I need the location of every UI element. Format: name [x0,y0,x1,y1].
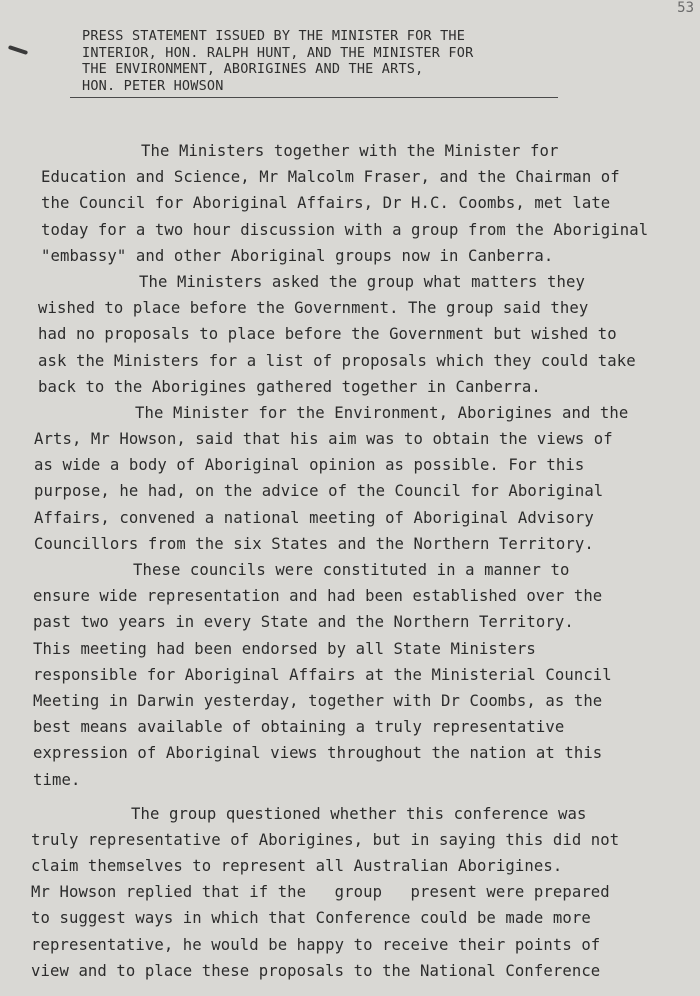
heading-line: INTERIOR, HON. RALPH HUNT, AND THE MINISTER FOR [82,44,474,61]
document-body [0,138,700,984]
text-line: Mr Howson replied that if the group present were prepared [31,883,610,902]
text-line: The Ministers asked the group what matters they [139,272,585,291]
text-line: truly representative of Aborigines, but in saying this did not [31,830,620,849]
text-line: claim themselves to represent all Australian Aborigines. [31,857,563,876]
paragraph-4 [0,557,700,793]
text-line: today for a two hour discussion with a group from the Aboriginal [41,220,649,239]
heading-line: PRESS STATEMENT ISSUED BY THE MINISTER FOR THE [82,28,466,44]
paragraph-gap [0,793,700,801]
text-line: These councils were constituted in a manner to [133,561,570,579]
text-line: This meeting had been endorsed by all State Ministers [33,639,536,658]
text-line: Arts, Mr Howson, said that his aim was to obtain the views of [34,430,613,449]
page-number: 53 [677,0,694,16]
text-line: as wide a body of Aboriginal opinion as possible. For this [34,456,585,475]
text-line: Education and Science, Mr Malcolm Fraser, and the Chairman of [41,168,620,187]
text-line: representative, he would be happy to receive their points of [31,935,601,954]
text-line: The group questioned whether this conference was [131,804,587,823]
text-line: had no proposals to place before the Government but wished to [38,325,617,344]
text-line: Affairs, convened a national meeting of Aboriginal Advisory [34,508,594,527]
paragraph-3 [0,400,700,557]
heading-line: HON. PETER HOWSON [82,77,224,94]
heading-line: THE ENVIRONMENT, ABORIGINES AND THE ARTS, [82,61,424,77]
text-line: The Ministers together with the Minister for [141,142,559,160]
text-line: the Council for Aboriginal Affairs, Dr H.C. Coombs, met late [41,194,611,213]
text-line: Councillors from the six States and the Northern Territory. [34,534,594,553]
text-line: view and to place these proposals to the National Conference [31,961,601,980]
text-line: purpose, he had, on the advice of the Council for Aboriginal [34,482,604,501]
text-line: back to the Aborigines gathered together in Canberra. [38,377,541,396]
text-line: responsible for Aboriginal Affairs at the Ministerial Council [33,665,612,684]
paragraph-5 [0,801,700,984]
paragraph-2 [0,269,700,400]
paragraph-1 [0,138,700,269]
text-line: to suggest ways in which that Conference could be made more [31,909,591,928]
document-heading [82,28,562,94]
text-line: time. [33,770,81,789]
text-line: best means available of obtaining a truly representative [33,718,565,737]
text-line: The Minister for the Environment, Aborigines and the [135,403,629,422]
text-line: past two years in every State and the Northern Territory. [33,613,574,632]
text-line: expression of Aboriginal views throughout the nation at this [33,744,603,763]
text-line: "embassy" and other Aboriginal groups now in Canberra. [41,246,554,265]
heading-underline [70,97,558,98]
margin-mark [8,45,28,55]
text-line: ensure wide representation and had been established over the [33,587,603,606]
text-line: Meeting in Darwin yesterday, together with Dr Coombs, as the [33,691,603,710]
text-line: wished to place before the Government. The group said they [38,299,589,318]
text-line: ask the Ministers for a list of proposals which they could take [38,351,636,370]
